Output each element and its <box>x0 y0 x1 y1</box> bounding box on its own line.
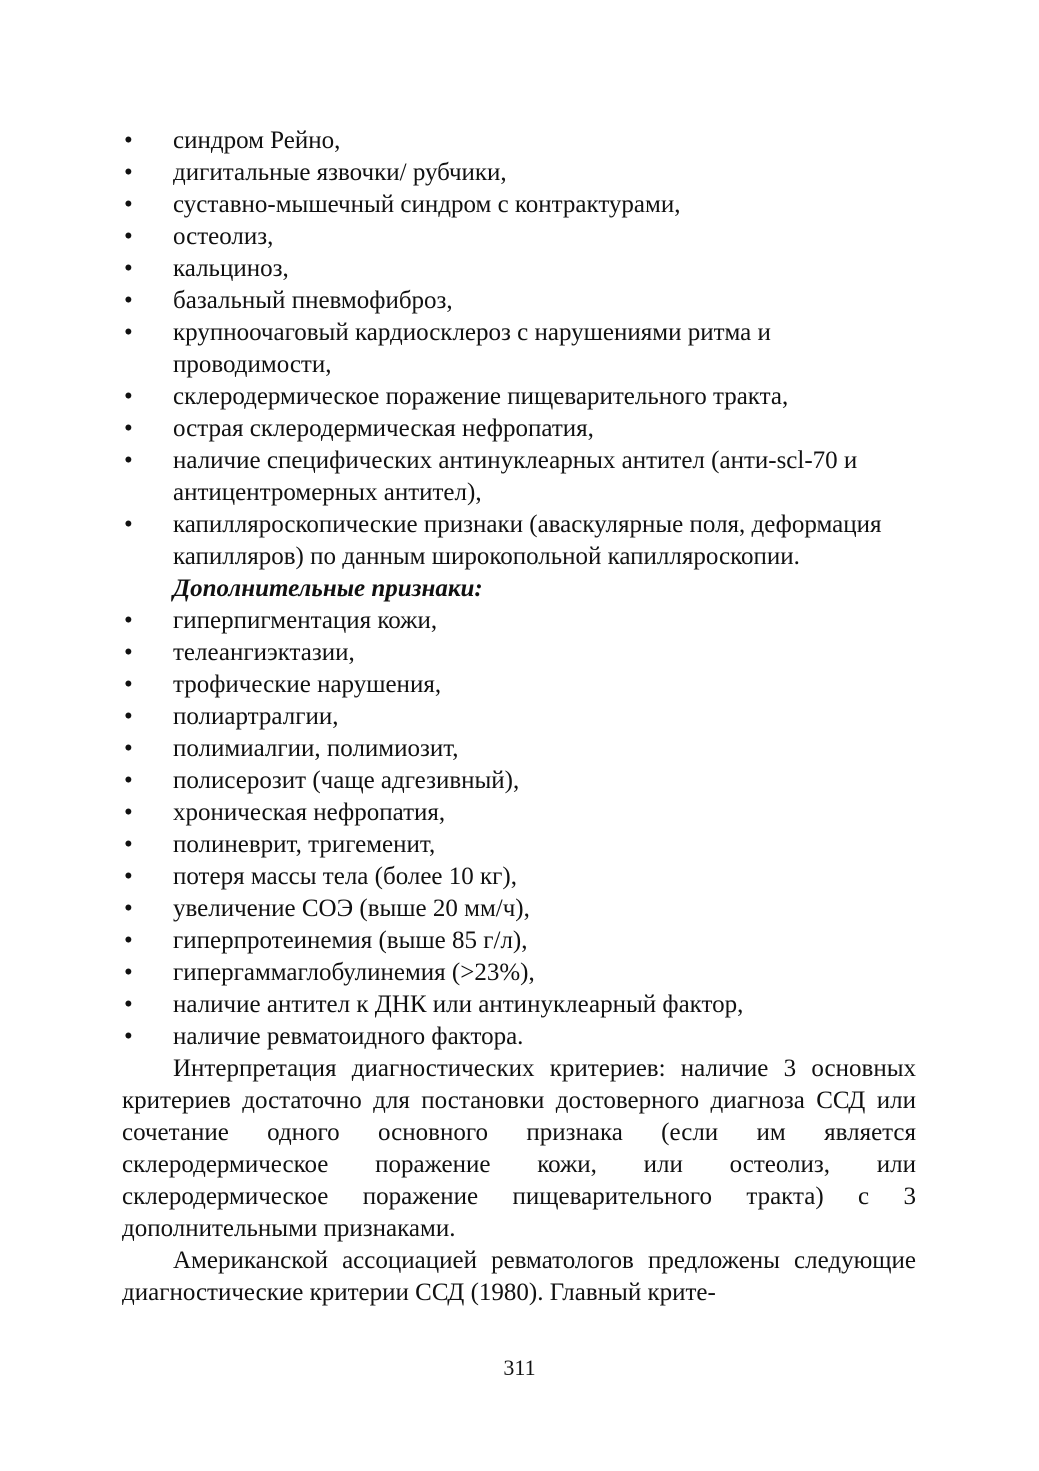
bullet-icon: • <box>124 607 133 634</box>
list-item-text: острая склеродермическая нефропатия, <box>173 415 594 442</box>
bullet-icon: • <box>124 991 133 1018</box>
list-item-text: наличие специфических антинуклеарных антител (анти-scl-70 и антицентромерных антител), <box>173 447 858 506</box>
list-item-text: потеря массы тела (более 10 кг), <box>173 863 518 890</box>
bullet-icon: • <box>124 255 133 282</box>
bullet-icon: • <box>124 127 133 154</box>
list-item-text: наличие антител к ДНК или антинуклеарный фактор, <box>173 991 744 1018</box>
page-number: 311 <box>503 1355 536 1380</box>
bullet-icon: • <box>124 159 133 186</box>
list-item-text: синдром Рейно, <box>173 127 341 154</box>
list-item <box>122 733 916 765</box>
list-item <box>122 221 916 253</box>
bullet-icon: • <box>124 511 133 538</box>
list-item-text: крупноочаговый кардиосклероз с нарушениями ритма и проводимости, <box>173 319 771 378</box>
list-item <box>122 925 916 957</box>
list-item-text: кальциноз, <box>173 255 289 282</box>
list-item-text: гиперпигментация кожи, <box>173 607 438 634</box>
list-item-text: дигитальные язвочки/ рубчики, <box>173 159 507 186</box>
main-criteria-list <box>122 125 916 573</box>
list-item <box>122 157 916 189</box>
list-item <box>122 413 916 445</box>
list-item-text: базальный пневмофиброз, <box>173 287 453 314</box>
list-item <box>122 797 916 829</box>
list-item-text: наличие ревматоидного фактора. <box>173 1023 524 1050</box>
list-item-text: гиперпротеинемия (выше 85 г/л), <box>173 927 528 954</box>
bullet-icon: • <box>124 415 133 442</box>
interpretation-paragraph: Интерпретация диагностических критериев: наличие 3 основных критериев достаточно для постановки достоверного диагноза ССД или сочетание одного основного признака (если им является склеродермическое поражение кожи, или остеолиз, или склеродермическое поражение пищеварительного тракта) с 3 дополнительными признаками. <box>122 1055 916 1242</box>
bullet-icon: • <box>124 1023 133 1050</box>
additional-criteria-list <box>122 605 916 1053</box>
aca-criteria-paragraph: Американской ассоциацией ревматологов предложены следующие диагностические критерии ССД (1980). Главный крите- <box>122 1247 916 1306</box>
bullet-icon: • <box>124 703 133 730</box>
list-item-text: суставно-мышечный синдром с контрактурами, <box>173 191 681 218</box>
bullet-icon: • <box>124 671 133 698</box>
list-item <box>122 381 916 413</box>
list-item-text: трофические нарушения, <box>173 671 442 698</box>
list-item <box>122 125 916 157</box>
list-item-text: полисерозит (чаще адгезивный), <box>173 767 520 794</box>
list-item-text: капилляроскопические признаки (аваскулярные поля, деформация капилляров) по данным широкопольной капилляроскопии. <box>173 511 882 570</box>
additional-criteria-heading: Дополнительные признаки: <box>173 575 483 602</box>
bullet-icon: • <box>124 223 133 250</box>
list-item <box>122 989 916 1021</box>
bullet-icon: • <box>124 447 133 474</box>
list-item-text: полиневрит, тригеменит, <box>173 831 436 858</box>
list-item <box>122 317 916 381</box>
bullet-icon: • <box>124 735 133 762</box>
list-item-text: полиартралгии, <box>173 703 339 730</box>
bullet-icon: • <box>124 959 133 986</box>
bullet-icon: • <box>124 319 133 346</box>
list-item <box>122 765 916 797</box>
list-item <box>122 605 916 637</box>
list-item-text: увеличение СОЭ (выше 20 мм/ч), <box>173 895 530 922</box>
bullet-icon: • <box>124 767 133 794</box>
list-item <box>122 893 916 925</box>
list-item-text: гипергаммаглобулинемия (>23%), <box>173 959 535 986</box>
bullet-icon: • <box>124 863 133 890</box>
list-item <box>122 509 916 573</box>
list-item-text: полимиалгии, полимиозит, <box>173 735 459 762</box>
bullet-icon: • <box>124 927 133 954</box>
list-item <box>122 957 916 989</box>
list-item-text: хроническая нефропатия, <box>173 799 446 826</box>
list-item <box>122 829 916 861</box>
bullet-icon: • <box>124 383 133 410</box>
list-item <box>122 1021 916 1053</box>
list-item <box>122 285 916 317</box>
bullet-icon: • <box>124 287 133 314</box>
list-item <box>122 253 916 285</box>
list-item-text: склеродермическое поражение пищеварительного тракта, <box>173 383 789 410</box>
bullet-icon: • <box>124 191 133 218</box>
list-item <box>122 669 916 701</box>
list-item <box>122 445 916 509</box>
bullet-icon: • <box>124 831 133 858</box>
list-item <box>122 637 916 669</box>
list-item <box>122 701 916 733</box>
list-item-text: остеолиз, <box>173 223 274 250</box>
document-page <box>122 125 916 1309</box>
bullet-icon: • <box>124 895 133 922</box>
bullet-icon: • <box>124 799 133 826</box>
list-item <box>122 189 916 221</box>
bullet-icon: • <box>124 639 133 666</box>
list-item <box>122 861 916 893</box>
list-item-text: телеангиэктазии, <box>173 639 355 666</box>
